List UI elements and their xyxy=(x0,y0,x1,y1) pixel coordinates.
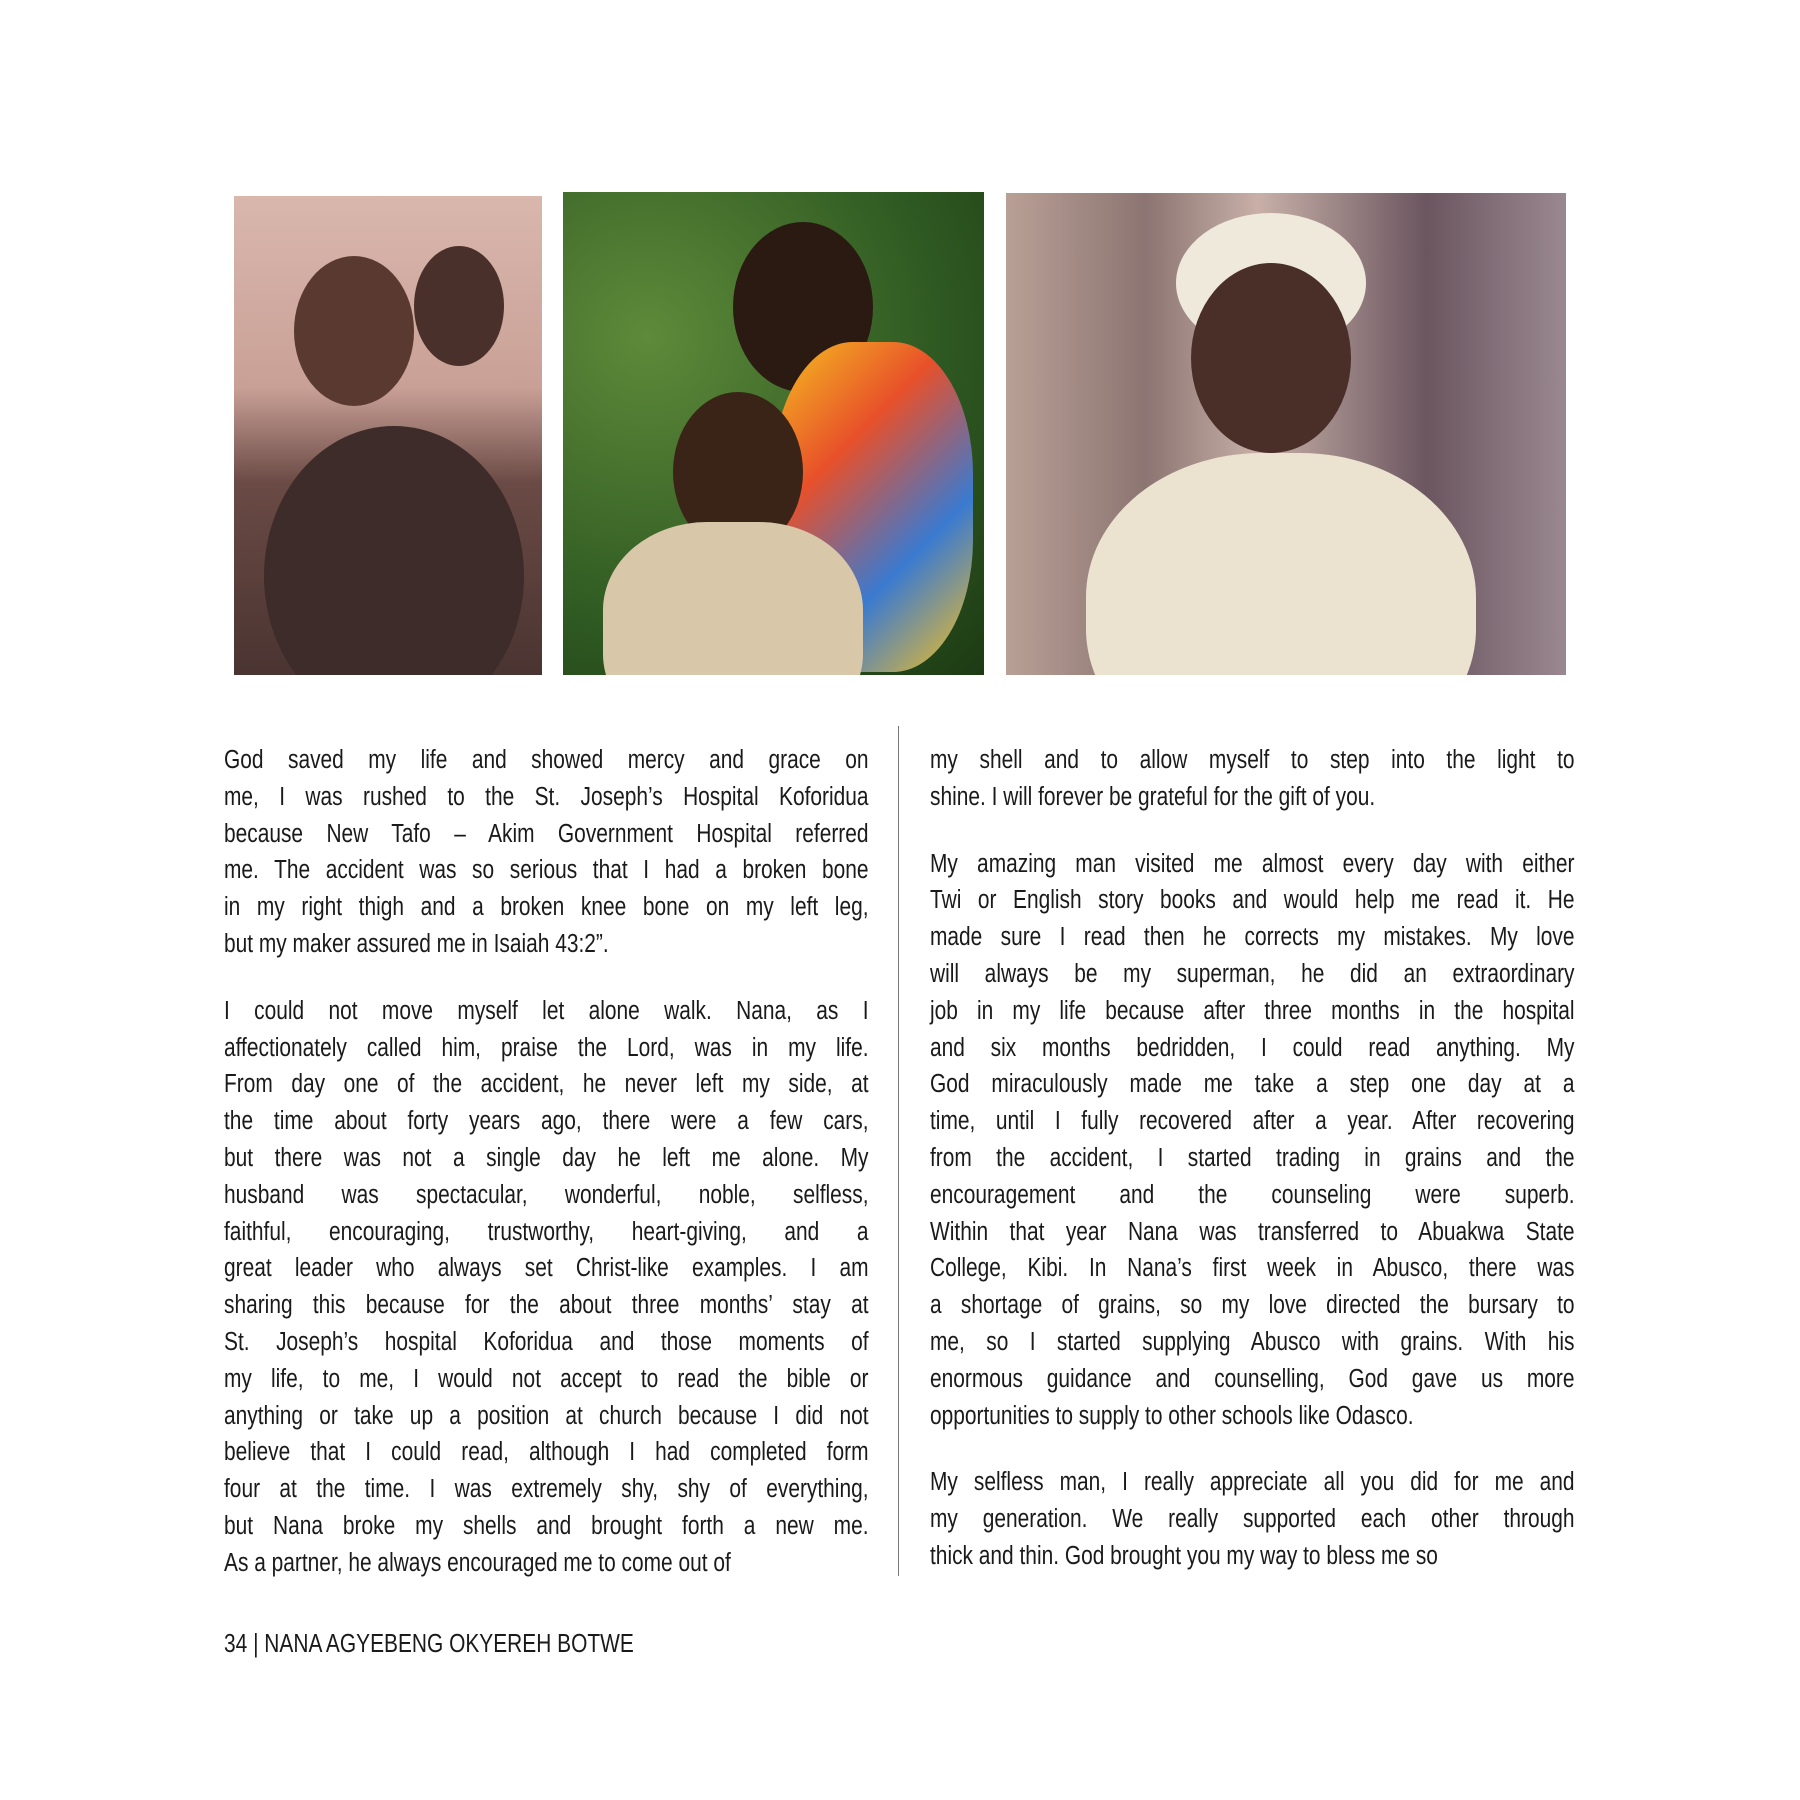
photo-woman-in-white xyxy=(1006,193,1566,675)
text-line: God miraculously made me take a step one day at a xyxy=(930,1070,1575,1099)
photo-couple-with-plants xyxy=(563,192,984,675)
text-line: great leader who always set Christ-like examples. I am xyxy=(224,1254,869,1283)
text-line: me, I was rushed to the St. Joseph’s Hospital Koforidua xyxy=(224,782,869,811)
paragraph xyxy=(930,846,1575,1435)
text-line: anything or take up a position at church because I did not xyxy=(224,1401,869,1430)
text-line: four at the time. I was extremely shy, shy of everything, xyxy=(224,1475,869,1504)
text-line: opportunities to supply to other schools like Odasco. xyxy=(930,1401,1414,1430)
text-line: made sure I read then he corrects my mistakes. My love xyxy=(930,923,1575,952)
text-line: affectionately called him, praise the Lord, was in my life. xyxy=(224,1033,869,1062)
paragraph xyxy=(930,1464,1575,1574)
text-line: encouragement and the counseling were superb. xyxy=(930,1180,1575,1209)
text-line: shine. I will forever be grateful for the gift of you. xyxy=(930,782,1376,811)
text-line: me. The accident was so serious that I had a broken bone xyxy=(224,856,869,885)
text-line: my shell and to allow myself to step into the light to xyxy=(930,746,1575,774)
text-line: because New Tafo – Akim Government Hospital referred xyxy=(224,819,869,848)
text-line: a shortage of grains, so my love directed the bursary to xyxy=(930,1291,1575,1320)
photo-woman-in-dark-dress xyxy=(234,196,542,675)
text-line: will always be my superman, he did an extraordinary xyxy=(930,959,1575,988)
text-column-right xyxy=(930,742,1575,1605)
text-line: Twi or English story books and would help me read it. He xyxy=(930,886,1575,915)
text-line: the time about forty years ago, there were a few cars, xyxy=(224,1107,869,1136)
text-line: St. Joseph’s hospital Koforidua and those moments of xyxy=(224,1327,869,1356)
text-line: husband was spectacular, wonderful, noble, selfless, xyxy=(224,1180,869,1209)
text-line: faithful, encouraging, trustworthy, heart-giving, and a xyxy=(224,1217,869,1246)
text-line: but Nana broke my shells and brought forth a new me. xyxy=(224,1511,869,1540)
paragraph xyxy=(930,742,1575,816)
paragraph xyxy=(224,742,869,963)
text-line: God saved my life and showed mercy and grace on xyxy=(224,746,869,774)
column-divider xyxy=(898,726,899,1576)
text-line: enormous guidance and counselling, God gave us more xyxy=(930,1364,1575,1393)
text-line: me, so I started supplying Abusco with grains. With his xyxy=(930,1327,1575,1356)
text-line: my life, to me, I would not accept to read the bible or xyxy=(224,1364,869,1393)
page-footer: 34 | NANA AGYEBENG OKYEREH BOTWE xyxy=(224,1630,634,1658)
text-line: sharing this because for the about three months’ stay at xyxy=(224,1291,869,1320)
text-line: and six months bedridden, I could read anything. My xyxy=(930,1033,1575,1062)
text-line: job in my life because after three months in the hospital xyxy=(930,996,1575,1025)
text-line: my generation. We really supported each other through xyxy=(930,1505,1575,1534)
text-line: in my right thigh and a broken knee bone on my left leg, xyxy=(224,893,869,922)
text-column-left xyxy=(224,742,869,1612)
text-line: thick and thin. God brought you my way to bless me so xyxy=(930,1541,1438,1570)
text-line: My amazing man visited me almost every day with either xyxy=(930,849,1575,878)
text-line: College, Kibi. In Nana’s first week in Abusco, there was xyxy=(930,1254,1575,1283)
paragraph xyxy=(224,993,869,1582)
text-line: from the accident, I started trading in grains and the xyxy=(930,1143,1575,1172)
text-line: time, until I fully recovered after a year. After recovering xyxy=(930,1107,1575,1136)
text-line: Within that year Nana was transferred to Abuakwa State xyxy=(930,1217,1575,1246)
text-line: My selfless man, I really appreciate all you did for me and xyxy=(930,1468,1575,1497)
text-line: believe that I could read, although I had completed form xyxy=(224,1438,869,1467)
text-line: but there was not a single day he left me alone. My xyxy=(224,1143,869,1172)
text-line: From day one of the accident, he never left my side, at xyxy=(224,1070,869,1099)
text-line: As a partner, he always encouraged me to come out of xyxy=(224,1548,731,1577)
text-line: I could not move myself let alone walk. Nana, as I xyxy=(224,996,869,1025)
text-line: but my maker assured me in Isaiah 43:2”. xyxy=(224,929,609,958)
